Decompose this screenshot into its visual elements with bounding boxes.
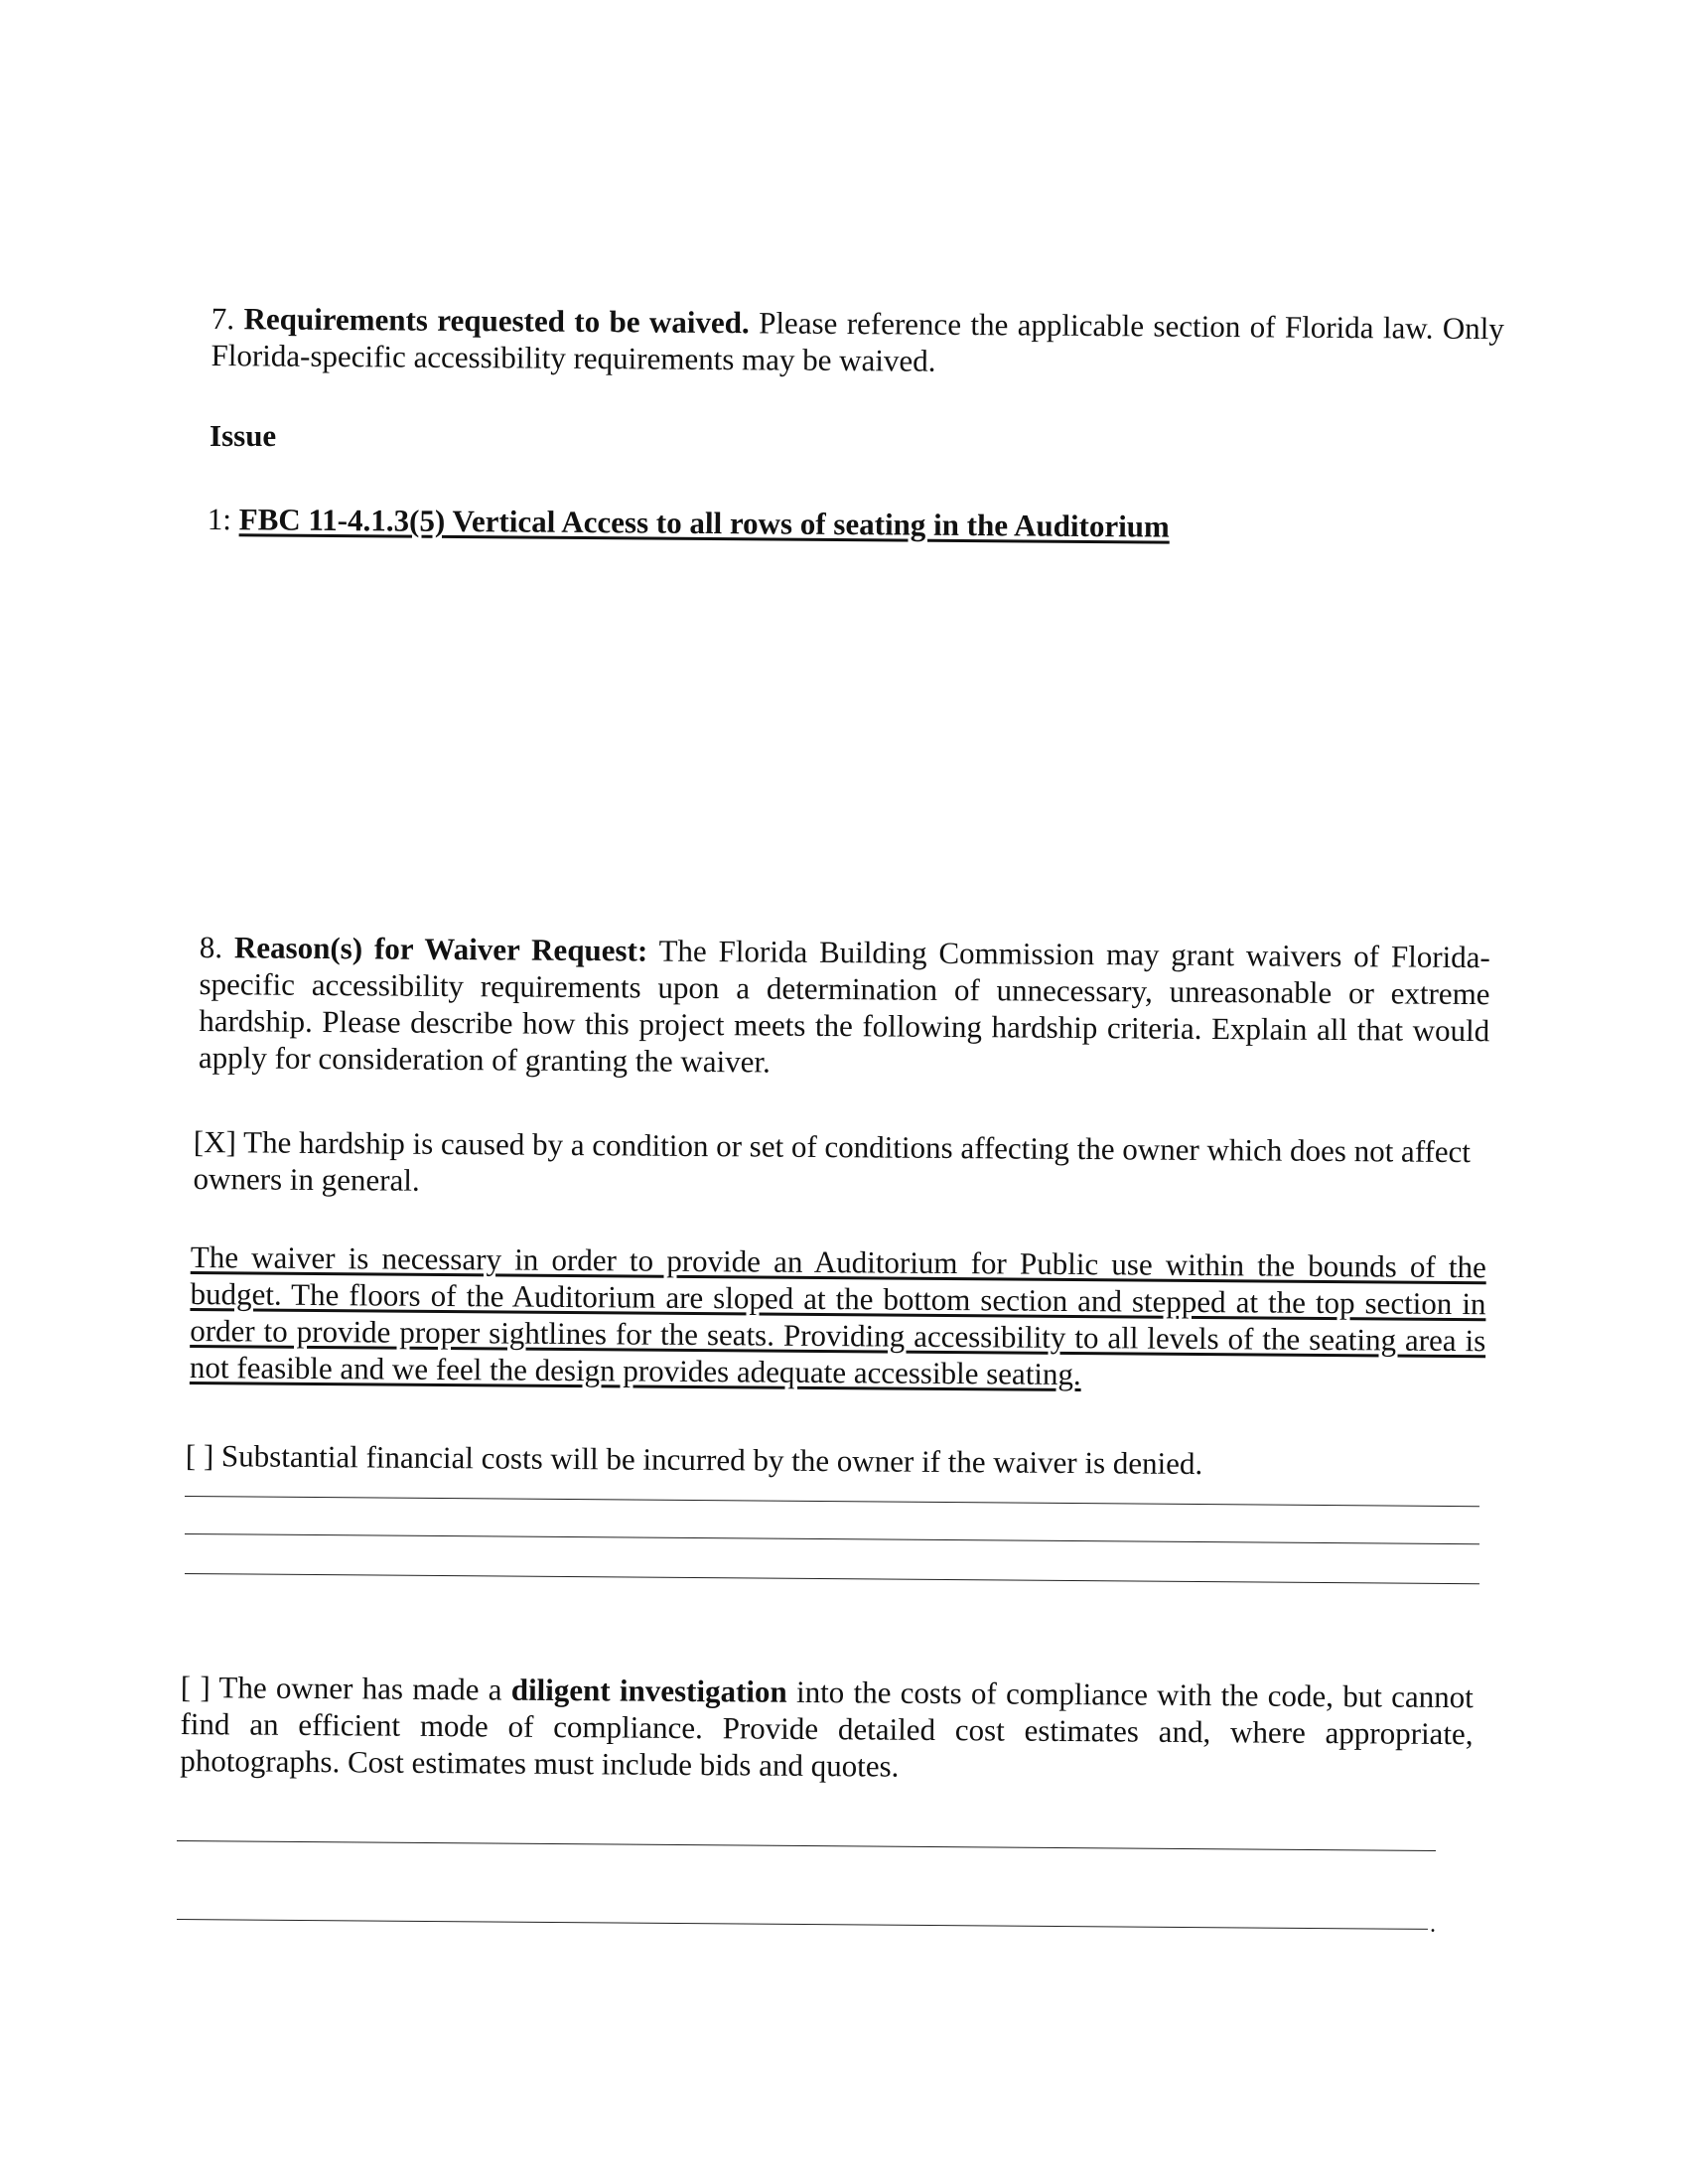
criterion-3-text-bold: diligent investigation <box>510 1672 787 1709</box>
issue-1-title: FBC 11-4.1.3(5) Vertical Access to all rows of seating in the Auditorium <box>238 502 1170 544</box>
criterion-3-text-after: into the costs of compliance with the code, but cannot find an efficient mode of compliance. Provide detailed cost estimates and, where appropriate, photographs. Cost estimates must include bids and quotes. <box>180 1674 1474 1784</box>
section-8 <box>199 929 1490 1086</box>
criterion-3-answer-line-2[interactable] <box>177 1919 1428 1930</box>
criterion-1-answer <box>190 1238 1486 1395</box>
section-8-body: The Florida Building Commission may grant waivers of Florida-specific accessibility requirements upon a determination of unnecessary, unreasonable or extreme hardship. Please describe how this project meets the following hardship criteria. Explain all that would apply for consideration of granting the waiver. <box>198 933 1490 1080</box>
criterion-2-answer-line-2[interactable] <box>185 1533 1479 1544</box>
criterion-2-answer-line-3[interactable] <box>185 1573 1479 1584</box>
section-8-heading: Reason(s) for Waiver Request: <box>233 930 648 968</box>
criterion-2-answer-line-1[interactable] <box>185 1496 1479 1507</box>
criterion-2-text: Substantial financial costs will be incurred by the owner if the waiver is denied. <box>220 1438 1203 1482</box>
section-7-number: 7. <box>211 300 235 337</box>
section-7 <box>211 300 1504 383</box>
issue-1 <box>208 501 1170 545</box>
criterion-1-answer-text: The waiver is necessary in order to provide an Auditorium for Public use within the bounds of the budget. The floors of the Auditorium are sloped at the bottom section and stepped at the top section in order to provide proper sightlines for the seats. Providing accessibility to all levels of the seating area is not feasible and we feel the design provides adequate accessible seating. <box>189 1239 1486 1392</box>
criterion-2-checkbox[interactable]: [ ] <box>185 1438 214 1474</box>
criterion-3 <box>180 1669 1474 1789</box>
issue-1-number: 1: <box>207 501 232 537</box>
criterion-3-checkbox[interactable]: [ ] <box>180 1670 211 1705</box>
criterion-2 <box>186 1437 1486 1484</box>
criterion-3-answer-line-1[interactable] <box>177 1840 1436 1851</box>
section-7-heading: Requirements requested to be waived. <box>243 301 750 341</box>
criterion-1-text: The hardship is caused by a condition or set of conditions affecting the owner which does not affect owners in general. <box>193 1124 1472 1198</box>
criterion-1-checkbox[interactable]: [X] <box>193 1124 237 1160</box>
issue-label: Issue <box>210 418 277 453</box>
section-7-body: Please reference the applicable section of Florida law. Only Florida-specific accessibility requirements may be waived. <box>211 305 1504 378</box>
criterion-3-trailing-mark: . <box>1430 1912 1436 1938</box>
section-8-number: 8. <box>199 929 223 965</box>
criterion-1 <box>193 1123 1489 1207</box>
criterion-3-text-before: The owner has made a <box>218 1670 502 1707</box>
